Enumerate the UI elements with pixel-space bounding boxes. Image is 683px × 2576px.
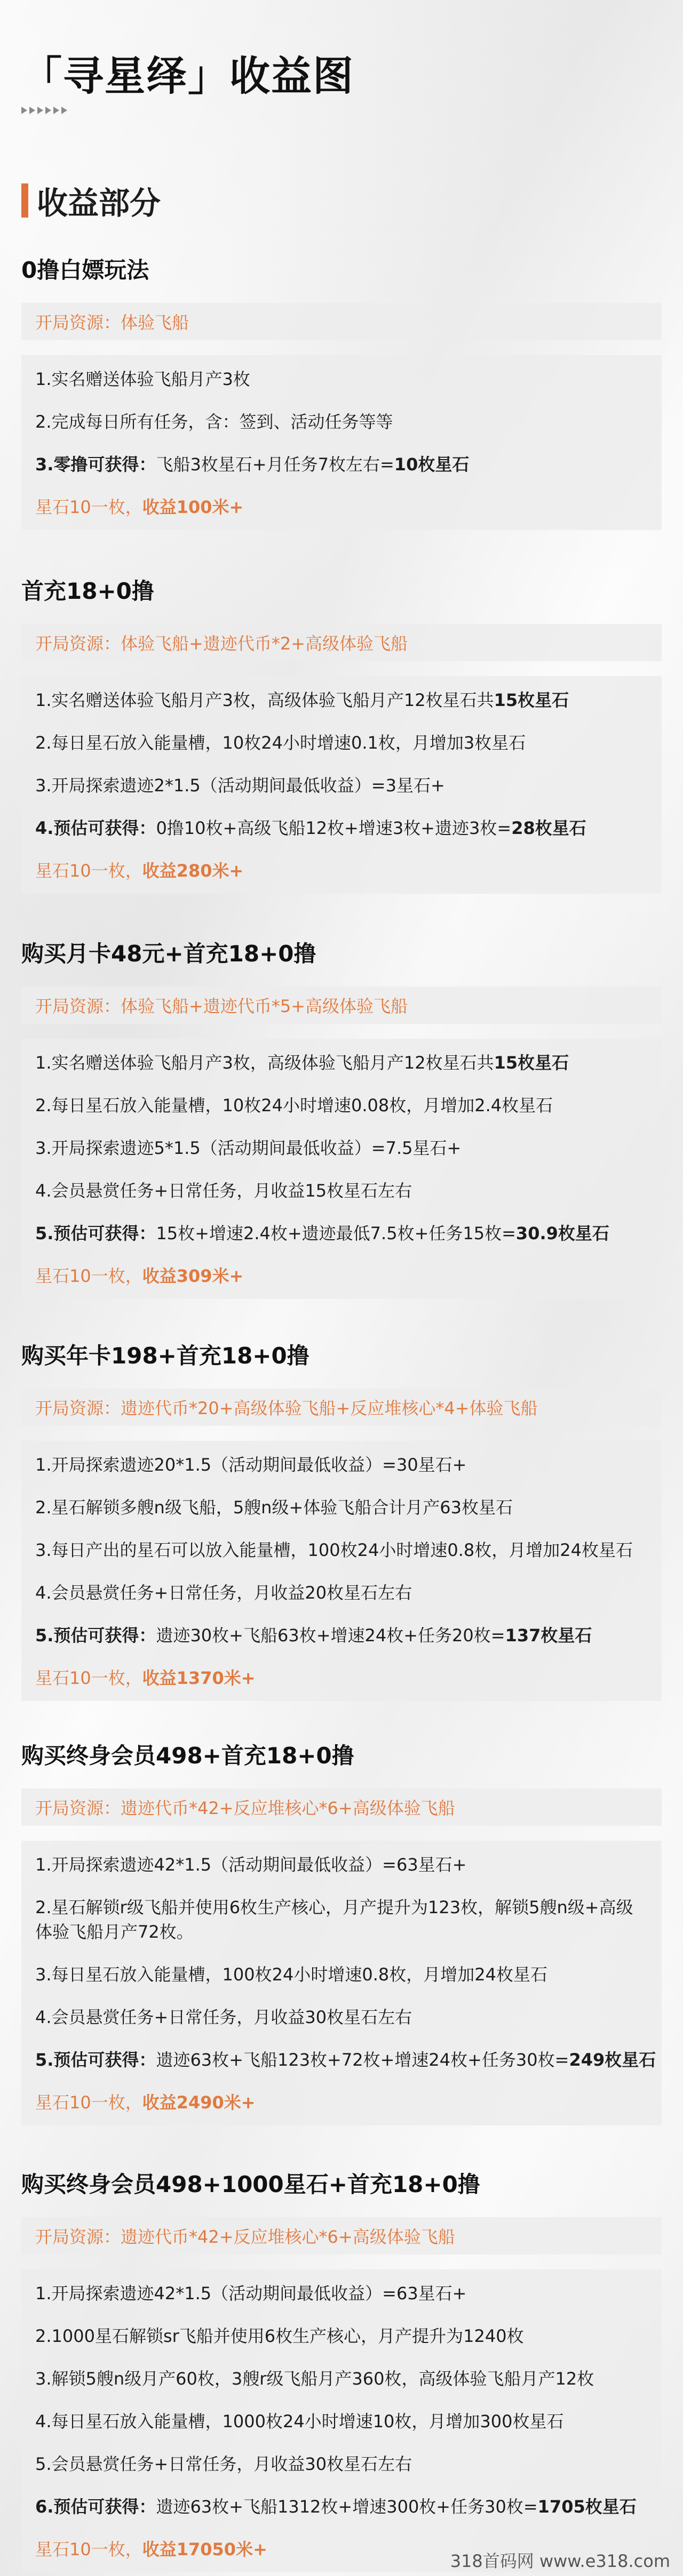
detail-line <box>35 1962 648 1987</box>
detail-label: 3.零撸可获得： <box>35 454 156 475</box>
detail-highlight: 1705枚星石 <box>537 2497 637 2517</box>
summary-text: 星石10一枚， <box>35 1668 142 1688</box>
detail-line <box>35 2452 648 2476</box>
detail-text: 5.会员悬赏任务+日常任务，月收益30枚星石左右 <box>35 2454 412 2474</box>
detail-highlight: 10枚星石 <box>394 454 470 475</box>
plan-block-first-recharge <box>21 574 662 894</box>
starting-resources: 开局资源：体验飞船+遗迹代币*5+高级体验飞船 <box>21 986 662 1024</box>
plan-block-lifetime-plus <box>21 2167 662 2572</box>
site-watermark: 318首码网 www.e318.com <box>450 2551 670 2571</box>
detail-text: 3.每日星石放入能量槽，100枚24小时增速0.8枚，月增加24枚星石 <box>35 1964 547 1985</box>
chevron-right-icon <box>29 107 35 114</box>
detail-text: 1.实名赠送体验飞船月产3枚 <box>35 369 250 389</box>
detail-text: 1.实名赠送体验飞船月产3枚，高级体验飞船月产12枚星石共 <box>35 1053 494 1073</box>
plan-summary <box>35 858 648 883</box>
detail-line <box>35 1623 648 1648</box>
detail-text: 2.每日星石放入能量槽，10枚24小时增速0.1枚，月增加3枚星石 <box>35 733 526 753</box>
plan-title: 首充18+0撸 <box>21 578 154 604</box>
detail-text: 1.开局探索遗迹20*1.5（活动期间最低收益）=30星石+ <box>35 1455 467 1475</box>
detail-text: 2.每日星石放入能量槽，10枚24小时增速0.08枚，月增加2.4枚星石 <box>35 1095 553 1116</box>
summary-highlight: 收益1370米+ <box>142 1668 256 1688</box>
detail-line <box>35 2409 648 2434</box>
detail-line <box>35 1136 648 1160</box>
starting-resources: 开局资源：体验飞船 <box>21 303 662 340</box>
summary-text: 星石10一枚， <box>35 2539 142 2559</box>
starting-resources: 开局资源：遗迹代币*42+反应堆核心*6+高级体验飞船 <box>21 1788 662 1826</box>
summary-highlight: 收益100米+ <box>142 497 244 517</box>
detail-line <box>35 410 648 434</box>
detail-highlight: 15枚星石 <box>494 1053 569 1073</box>
plan-block-free <box>21 253 662 530</box>
summary-highlight: 收益17050米+ <box>142 2539 267 2559</box>
chevron-right-icon <box>21 107 27 114</box>
plan-title: 购买月卡48元+首充18+0撸 <box>21 941 316 967</box>
detail-line <box>35 1452 648 1477</box>
detail-text: 飞船3枚星石+月任务7枚左右= <box>156 454 394 475</box>
detail-line <box>35 1178 648 1203</box>
detail-line <box>35 731 648 755</box>
detail-text: 3.开局探索遗迹5*1.5（活动期间最低收益）=7.5星石+ <box>35 1138 462 1158</box>
detail-line <box>35 2324 648 2348</box>
section-title: 收益部分 <box>37 185 161 221</box>
detail-line <box>35 1495 648 1520</box>
page-title: 「寻星绎」收益图 <box>21 52 354 100</box>
summary-highlight: 收益2490米+ <box>142 2092 256 2113</box>
detail-text: 1.实名赠送体验飞船月产3枚，高级体验飞船月产12枚星石共 <box>35 690 494 710</box>
detail-label: 5.预估可获得： <box>35 1223 156 1243</box>
detail-line <box>35 1580 648 1605</box>
detail-text: 4.会员悬赏任务+日常任务，月收益30枚星石左右 <box>35 2007 412 2027</box>
detail-line <box>35 688 648 712</box>
detail-highlight: 249枚星石 <box>569 2050 656 2070</box>
detail-line <box>35 1852 648 1877</box>
detail-text: 15枚+增速2.4枚+遗迹最低7.5枚+任务15枚= <box>156 1223 516 1243</box>
plan-title: 购买年卡198+首充18+0撸 <box>21 1343 309 1369</box>
starting-resources: 开局资源：体验飞船+遗迹代币*2+高级体验飞船 <box>21 624 662 661</box>
detail-line <box>35 2494 648 2519</box>
detail-text: 遗迹63枚+飞船1312枚+增速300枚+任务30枚= <box>156 2497 538 2517</box>
detail-highlight: 15枚星石 <box>494 690 569 710</box>
summary-text: 星石10一枚， <box>35 2092 142 2113</box>
summary-text: 星石10一枚， <box>35 497 142 517</box>
plan-details <box>21 1441 662 1701</box>
plan-details <box>21 2269 662 2572</box>
detail-text: 2.完成每日所有任务，含：签到、活动任务等等 <box>35 412 393 432</box>
detail-text: 3.解锁5艘n级月产60枚，3艘r级飞船月产360枚，高级体验飞船月产12枚 <box>35 2369 594 2389</box>
detail-line <box>35 1895 648 1944</box>
chevron-right-icon <box>37 107 43 114</box>
chevron-right-icon <box>45 107 51 114</box>
plan-block-annual-card <box>21 1338 662 1701</box>
detail-highlight: 30.9枚星石 <box>515 1223 609 1243</box>
detail-label: 6.预估可获得： <box>35 2497 156 2517</box>
plan-title: 购买终身会员498+1000星石+首充18+0撸 <box>21 2171 480 2197</box>
plan-title: 0撸白嫖玩法 <box>21 257 149 283</box>
detail-text: 4.每日星石放入能量槽，1000枚24小时增速10枚，月增加300枚星石 <box>35 2411 564 2431</box>
detail-line <box>35 452 648 477</box>
detail-line <box>35 816 648 840</box>
starting-resources: 开局资源：遗迹代币*42+反应堆核心*6+高级体验飞船 <box>21 2217 662 2254</box>
detail-text: 3.开局探索遗迹2*1.5（活动期间最低收益）=3星石+ <box>35 775 445 796</box>
detail-text: 2.1000星石解锁sr飞船并使用6枚生产核心，月产提升为1240枚 <box>35 2326 524 2346</box>
detail-label: 5.预估可获得： <box>35 2050 156 2070</box>
arrow-decoration <box>21 107 67 114</box>
detail-line <box>35 2366 648 2391</box>
detail-text: 0撸10枚+高级飞船12枚+增速3枚+遗迹3枚= <box>156 818 512 838</box>
detail-line <box>35 1538 648 1562</box>
plan-block-monthly-card <box>21 936 662 1299</box>
plan-title: 购买终身会员498+首充18+0撸 <box>21 1743 354 1769</box>
detail-text: 遗迹30枚+飞船63枚+增速24枚+任务20枚= <box>156 1625 505 1646</box>
detail-text: 2.星石解锁r级飞船并使用6枚生产核心，月产提升为123枚，解锁5艘n级+高级体验飞船月产72枚。 <box>35 1897 633 1942</box>
detail-line <box>35 1221 648 1246</box>
detail-line <box>35 2005 648 2029</box>
detail-text: 1.开局探索遗迹42*1.5（活动期间最低收益）=63星石+ <box>35 1855 467 1875</box>
plan-summary <box>35 1264 648 1288</box>
plan-summary <box>35 2090 648 2115</box>
detail-text: 1.开局探索遗迹42*1.5（活动期间最低收益）=63星石+ <box>35 2283 467 2304</box>
plan-details <box>21 355 662 530</box>
detail-line <box>35 2281 648 2306</box>
starting-resources: 开局资源：遗迹代币*20+高级体验飞船+反应堆核心*4+体验飞船 <box>21 1389 662 1426</box>
summary-highlight: 收益280米+ <box>142 861 244 881</box>
detail-highlight: 28枚星石 <box>511 818 586 838</box>
section-header <box>21 178 161 223</box>
plan-details <box>21 1841 662 2125</box>
plan-block-lifetime <box>21 1738 662 2125</box>
detail-highlight: 137枚星石 <box>505 1625 592 1646</box>
summary-text: 星石10一枚， <box>35 1266 142 1286</box>
detail-line <box>35 773 648 798</box>
plan-summary <box>35 1666 648 1690</box>
detail-text: 4.会员悬赏任务+日常任务，月收益20枚星石左右 <box>35 1583 412 1603</box>
summary-highlight: 收益309米+ <box>142 1266 244 1286</box>
detail-line <box>35 2048 656 2072</box>
detail-text: 4.会员悬赏任务+日常任务，月收益15枚星石左右 <box>35 1181 412 1201</box>
detail-line <box>35 1093 648 1118</box>
detail-label: 4.预估可获得： <box>35 818 156 838</box>
plan-details <box>21 676 662 894</box>
plan-details <box>21 1039 662 1299</box>
chevron-right-icon <box>53 107 59 114</box>
detail-line <box>35 1050 648 1075</box>
detail-text: 2.星石解锁多艘n级飞船，5艘n级+体验飞船合计月产63枚星石 <box>35 1497 513 1518</box>
chevron-right-icon <box>61 107 67 114</box>
detail-label: 5.预估可获得： <box>35 1625 156 1646</box>
detail-text: 遗迹63枚+飞船123枚+72枚+增速24枚+任务30枚= <box>156 2050 569 2070</box>
section-accent-bar <box>21 183 28 218</box>
detail-line <box>35 367 648 391</box>
summary-text: 星石10一枚， <box>35 861 142 881</box>
detail-text: 3.每日产出的星石可以放入能量槽，100枚24小时增速0.8枚，月增加24枚星石 <box>35 1540 633 1560</box>
plan-summary <box>35 495 648 519</box>
